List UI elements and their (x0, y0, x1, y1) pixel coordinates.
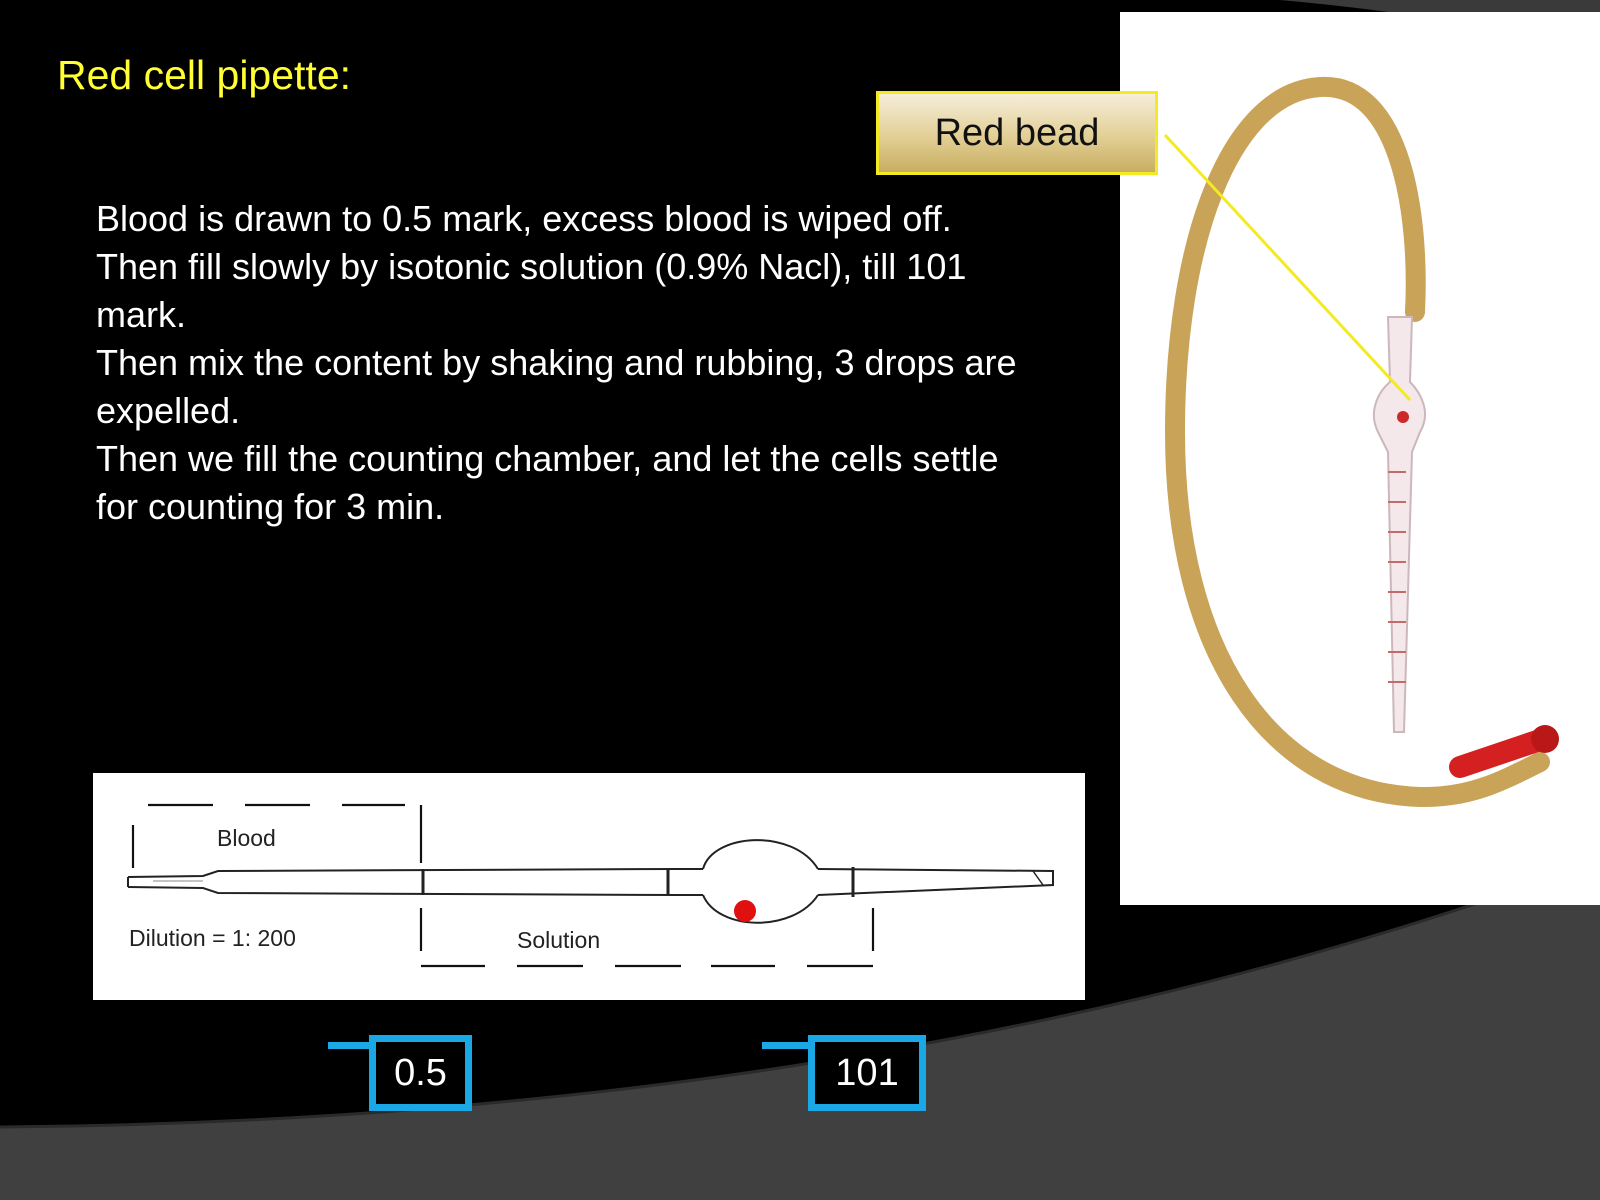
instruction-step-1: Blood is drawn to 0.5 mark, excess blood is wiped off. (96, 198, 952, 239)
instruction-text (96, 195, 1026, 531)
instruction-step-2: Then fill slowly by isotonic solution (0.9% Nacl), till 101 mark. (96, 246, 967, 335)
mark-101-tab (762, 1042, 812, 1049)
pipette-photo (1120, 12, 1600, 905)
instruction-step-4: Then we fill the counting chamber, and let the cells settle for counting for 3 min. (96, 438, 999, 527)
blood-label: Blood (217, 825, 276, 851)
instruction-step-3: Then mix the content by shaking and rubbing, 3 drops are expelled. (96, 342, 1017, 431)
solution-label: Solution (517, 927, 601, 953)
pipette-illustration (1120, 12, 1600, 905)
pipette-diagram (93, 773, 1085, 1000)
slide-title: Red cell pipette: (57, 52, 352, 98)
red-bead-callout: Red bead (876, 91, 1158, 175)
dilution-label: Dilution = 1: 200 (129, 925, 296, 951)
pipette-schematic (93, 773, 1085, 1000)
mark-05-label: 0.5 (369, 1035, 472, 1111)
mark-101-label: 101 (808, 1035, 926, 1111)
